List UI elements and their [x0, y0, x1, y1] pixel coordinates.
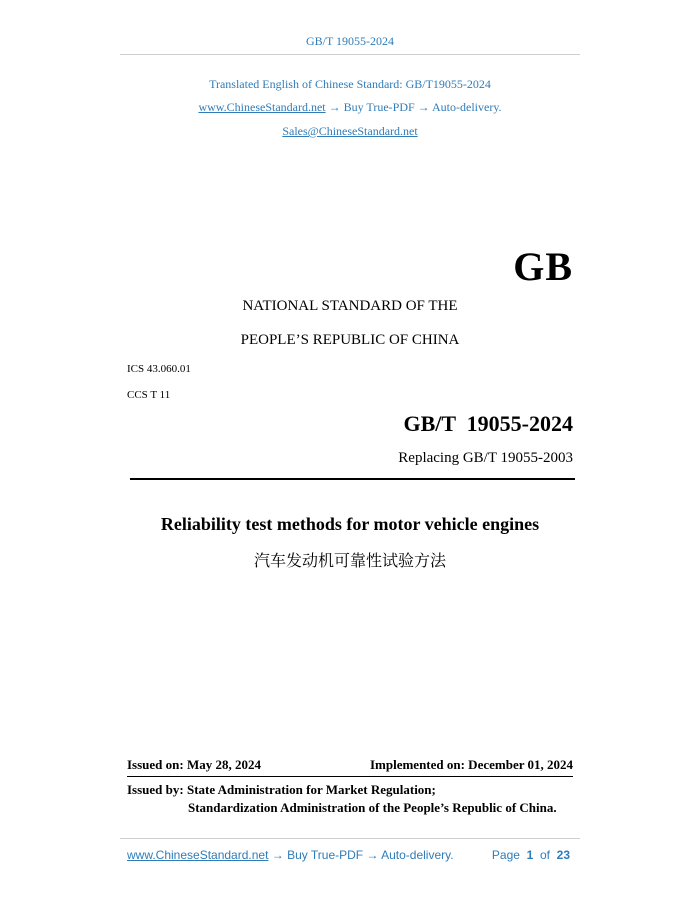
footer-purchase-text: → Buy True-PDF → Auto-delivery. — [268, 848, 454, 862]
footer-site-link[interactable]: www.ChineseStandard.net — [127, 848, 269, 862]
national-standard-line1: NATIONAL STANDARD OF THE — [242, 298, 458, 314]
gb-mark: GB — [513, 244, 573, 289]
page-label: Page — [491, 848, 520, 862]
running-header: GB/T 19055-2024 — [305, 34, 395, 48]
issued-on-date: Issued on: May 28, 2024 — [127, 757, 261, 772]
email-line — [0, 124, 700, 139]
footer-divider — [120, 838, 580, 839]
ics-code: ICS 43.060.01 — [127, 363, 191, 375]
purchase-text: → Buy True-PDF → Auto-delivery. — [325, 100, 502, 114]
site-link[interactable]: www.ChineseStandard.net — [198, 100, 326, 114]
translation-notice: Translated English of Chinese Standard: GB/T19055-2024 — [209, 77, 491, 91]
page-total: 23 — [556, 848, 570, 862]
issuance-divider — [127, 776, 573, 777]
page-indicator — [492, 848, 570, 862]
title-chinese: 汽车发动机可靠性试验方法 — [253, 551, 446, 570]
title-english: Reliability test methods for motor vehicle engines — [160, 514, 540, 534]
title-divider — [130, 478, 575, 480]
purchase-line — [0, 100, 700, 115]
of-label: of — [539, 848, 550, 862]
standard-code: GB/T 19055-2024 — [403, 411, 573, 436]
header-divider — [120, 54, 580, 55]
ccs-code: CCS T 11 — [127, 389, 171, 401]
issued-by-line1: Issued by: State Administration for Market Regulation; — [127, 782, 436, 797]
replacing-note: Replacing GB/T 19055-2003 — [398, 450, 573, 466]
footer-purchase-line — [127, 848, 454, 862]
national-standard-line2: PEOPLE’S REPUBLIC OF CHINA — [240, 332, 460, 348]
issued-by-line2: Standardization Administration of the People’s Republic of China. — [188, 800, 557, 815]
page-number: 1 — [526, 848, 534, 862]
implemented-on-date: Implemented on: December 01, 2024 — [369, 757, 573, 772]
email-link[interactable]: Sales@ChineseStandard.net — [282, 124, 418, 138]
